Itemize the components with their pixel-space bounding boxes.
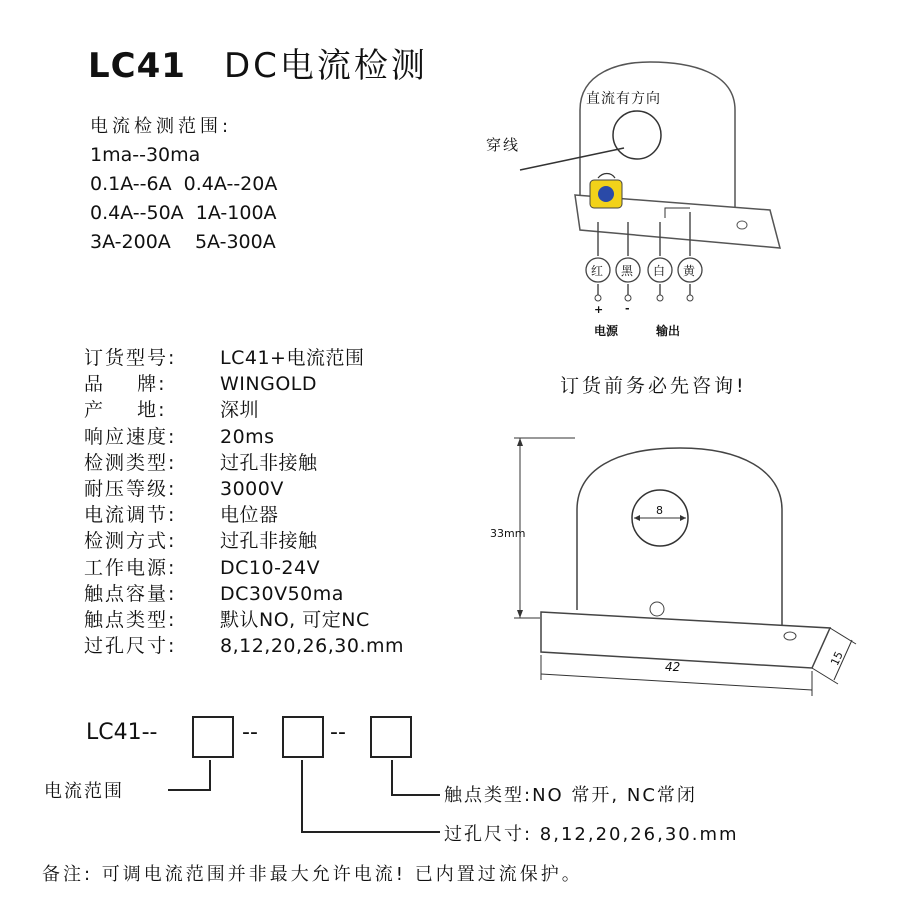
spec-value: 电位器 — [220, 504, 279, 527]
spec-key: 工作电源: — [84, 556, 177, 579]
spec-value: WINGOLD — [220, 373, 317, 396]
spec-key: 品 牌: — [84, 373, 167, 396]
width-dimension-label: 42 — [665, 660, 681, 674]
through-hole-icon — [613, 111, 661, 159]
order-code-prefix: LC41-- — [86, 720, 158, 745]
spec-value: 默认NO, 可定NC — [220, 609, 370, 632]
height-dimension-label: 33mm — [490, 527, 526, 540]
spec-value: 过孔非接触 — [220, 451, 318, 474]
spec-key: 耐压等级: — [84, 478, 177, 501]
spec-key: 检测类型: — [84, 451, 177, 474]
code-leader-lines — [168, 760, 440, 832]
spec-key: 电流调节: — [84, 504, 177, 527]
product-name: DC电流检测 — [223, 46, 428, 86]
spec-value: 20ms — [220, 425, 275, 448]
spec-value: 3000V — [220, 478, 284, 501]
range-row: 0.1A--6A 0.4A--20A — [90, 173, 278, 195]
polarity-minus: - — [625, 302, 630, 315]
code-separator: -- — [242, 720, 258, 745]
range-heading: 电流检测范围: — [90, 116, 233, 137]
spec-value: 8,12,20,26,30.mm — [220, 635, 405, 658]
hole-code-label: 过孔尺寸: 8,12,20,26,30.mm — [444, 824, 739, 845]
hole-dimension-label: 8 — [656, 504, 663, 517]
spec-key: 检测方式: — [84, 530, 177, 553]
contact-code-label: 触点类型:NO 常开, NC常闭 — [444, 785, 697, 806]
threading-label: 穿线 — [486, 136, 521, 154]
wire-label-red: 红 — [591, 264, 604, 278]
direction-label: 直流有方向 — [586, 91, 661, 107]
spec-key: 订货型号: — [84, 347, 177, 369]
spec-key: 产 地: — [84, 399, 167, 422]
polarity-plus: + — [594, 303, 604, 316]
range-row: 1ma--30ma — [90, 144, 201, 166]
spec-key: 响应速度: — [84, 425, 177, 448]
order-notice: 订货前务必先咨询! — [560, 375, 747, 397]
spec-key: 过孔尺寸: — [84, 635, 177, 658]
wire-label-black: 黑 — [621, 264, 634, 278]
power-label: 电源 — [594, 324, 619, 338]
dimension-drawing — [514, 438, 856, 696]
footnote: 备注: 可调电流范围并非最大允许电流! 已内置过流保护。 — [42, 864, 583, 885]
model-name: LC41 — [88, 46, 186, 86]
wire-label-yellow: 黄 — [683, 264, 696, 278]
range-code-label: 电流范围 — [44, 781, 124, 802]
spec-value: DC30V50ma — [220, 582, 344, 605]
range-row: 0.4A--50A 1A-100A — [90, 202, 277, 224]
spec-value: LC41+电流范围 — [220, 347, 365, 369]
output-label: 输出 — [656, 324, 681, 338]
spec-key: 触点类型: — [84, 609, 177, 632]
depth-dimension-label: 15 — [828, 649, 846, 668]
spec-value: DC10-24V — [220, 556, 321, 579]
range-row: 3A-200A 5A-300A — [90, 231, 276, 253]
spec-value: 深圳 — [220, 399, 260, 422]
spec-value: 过孔非接触 — [220, 530, 318, 553]
code-separator: -- — [330, 720, 346, 745]
spec-key: 触点容量: — [84, 582, 177, 605]
wire-label-white: 白 — [653, 264, 666, 278]
